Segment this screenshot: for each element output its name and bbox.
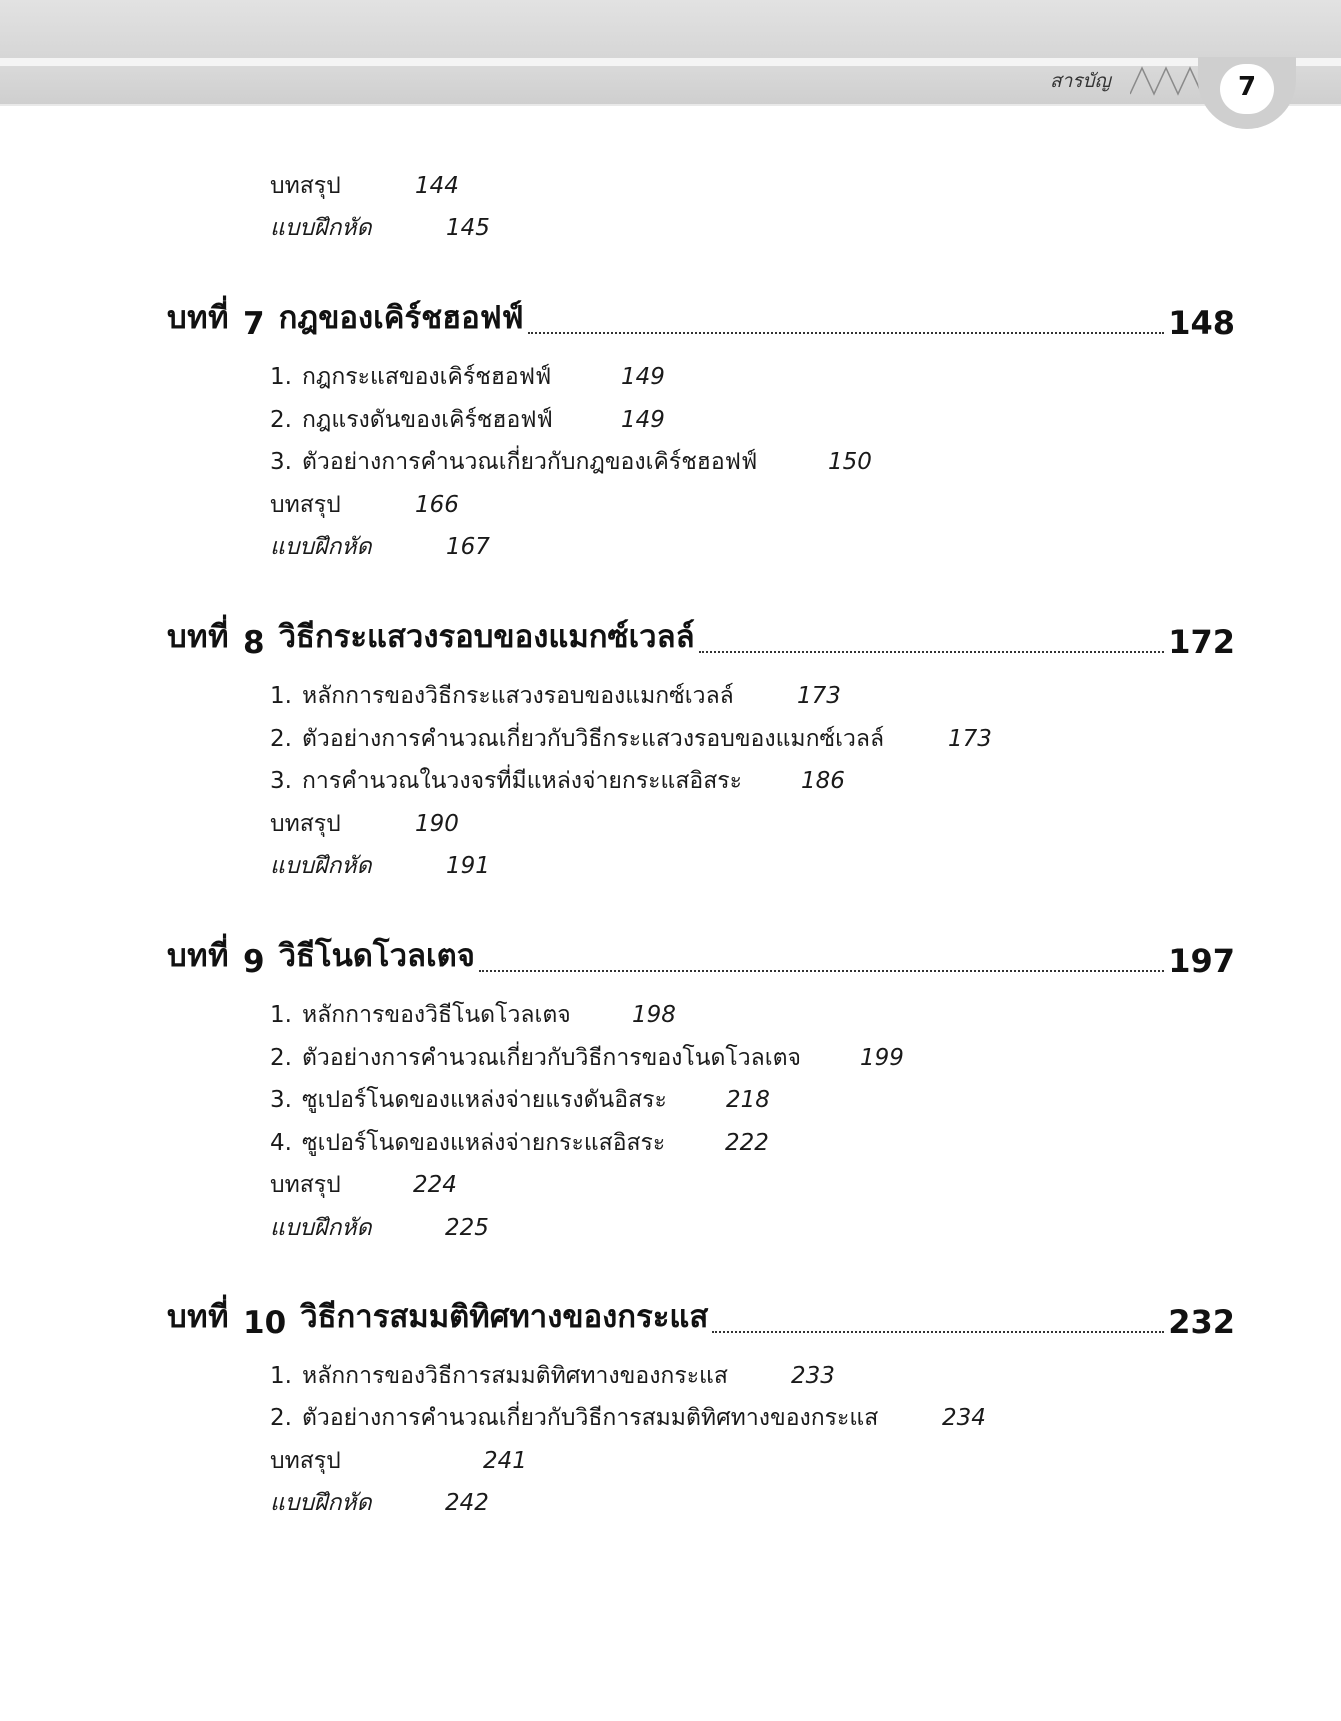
- dot-leader: [699, 650, 1165, 653]
- entry-page: 224: [413, 1172, 457, 1198]
- entry-label: บทสรุป: [270, 811, 341, 837]
- entry-number: 3.: [270, 449, 292, 475]
- chapter-title: กฎของเคิร์ชฮอฟฟ์: [278, 300, 524, 336]
- entry-page: 222: [725, 1130, 769, 1156]
- chapter-page: 172: [1168, 623, 1235, 661]
- chapter-number: 10: [243, 1305, 287, 1341]
- entry-page: 242: [445, 1490, 489, 1516]
- entry-page: 234: [942, 1405, 986, 1431]
- toc-entry: [270, 807, 459, 841]
- entry-page: 173: [948, 726, 992, 752]
- entry-label: ตัวอย่างการคำนวณเกี่ยวกับวิธีการสมมติทิศทางของกระแส: [302, 1405, 879, 1431]
- entry-number: 1.: [270, 683, 292, 709]
- entry-page: 233: [791, 1363, 835, 1389]
- entry-number: 2.: [270, 726, 292, 752]
- entry-page: 190: [415, 811, 459, 837]
- entry-page: 199: [860, 1045, 904, 1071]
- toc-entry: [270, 849, 490, 883]
- chapter-number: 8: [243, 625, 265, 661]
- entry-number: 1.: [270, 1002, 292, 1028]
- toc-entry: [270, 764, 845, 798]
- header-band-top: [0, 0, 1341, 58]
- toc-entry: [270, 1126, 769, 1160]
- toc-entry: [270, 679, 841, 713]
- entry-page: 167: [446, 534, 490, 560]
- entry-label: บทสรุป: [270, 173, 341, 199]
- toc-entry: [270, 722, 992, 756]
- chapter-label: บทที่: [167, 1299, 230, 1335]
- chapter-page: 148: [1168, 304, 1235, 342]
- toc-entry: [270, 1486, 489, 1520]
- chapter-title: วิธีกระแสวงรอบของแมกซ์เวลล์: [278, 619, 695, 655]
- entry-label: กฎแรงดันของเคิร์ชฮอฟฟ์: [302, 407, 553, 433]
- entry-number: 1.: [270, 1363, 292, 1389]
- chapter-heading: [167, 296, 1235, 342]
- entry-label: ตัวอย่างการคำนวณเกี่ยวกับวิธีกระแสวงรอบของแมกซ์เวลล์: [302, 726, 885, 752]
- entry-number: 2.: [270, 1405, 292, 1431]
- toc-entry: [270, 1211, 489, 1245]
- chapter-page: 232: [1168, 1303, 1235, 1341]
- entry-label: ตัวอย่างการคำนวณเกี่ยวกับวิธีการของโนดโวลเตจ: [302, 1045, 802, 1071]
- entry-label: แบบฝึกหัด: [270, 1215, 372, 1241]
- entry-page: 198: [632, 1002, 676, 1028]
- entry-page: 149: [621, 364, 665, 390]
- entry-number: 2.: [270, 1045, 292, 1071]
- chapter-page: 197: [1168, 942, 1235, 980]
- running-title: สารบัญ: [1050, 70, 1111, 92]
- entry-page: 186: [801, 768, 845, 794]
- entry-label: แบบฝึกหัด: [270, 215, 372, 241]
- toc-entry: [270, 1444, 527, 1478]
- toc-entry: [270, 211, 490, 245]
- entry-label: ซูเปอร์โนดของแหล่งจ่ายแรงดันอิสระ: [302, 1087, 667, 1113]
- entry-page: 218: [726, 1087, 770, 1113]
- entry-label: แบบฝึกหัด: [270, 853, 372, 879]
- toc-entry: [270, 403, 665, 437]
- toc-entry: [270, 445, 872, 479]
- toc-entry: [270, 1168, 457, 1202]
- chapter-number: 9: [243, 944, 265, 980]
- toc-entry: [270, 169, 459, 203]
- entry-page: 149: [621, 407, 665, 433]
- toc-entry: [270, 1359, 835, 1393]
- dot-leader: [712, 1330, 1164, 1333]
- entry-label: บทสรุป: [270, 492, 341, 518]
- chapter-number: 7: [243, 306, 265, 342]
- page-number: 7: [1237, 72, 1257, 102]
- entry-page: 173: [797, 683, 841, 709]
- entry-label: หลักการของวิธีกระแสวงรอบของแมกซ์เวลล์: [302, 683, 734, 709]
- entry-label: ซูเปอร์โนดของแหล่งจ่ายกระแสอิสระ: [302, 1130, 666, 1156]
- toc-entry: [270, 530, 490, 564]
- entry-label: หลักการของวิธีโนดโวลเตจ: [302, 1002, 571, 1028]
- chapter-label: บทที่: [167, 300, 230, 336]
- entry-page: 145: [446, 215, 490, 241]
- chapter-heading: [167, 615, 1235, 661]
- entry-page: 166: [415, 492, 459, 518]
- chapter-heading: [167, 1295, 1235, 1341]
- entry-label: บทสรุป: [270, 1448, 341, 1474]
- entry-page: 150: [828, 449, 872, 475]
- entry-label: กฎกระแสของเคิร์ชฮอฟฟ์: [302, 364, 552, 390]
- entry-number: 3.: [270, 768, 292, 794]
- chapter-title: วิธีการสมมติทิศทางของกระแส: [300, 1299, 709, 1335]
- entry-number: 2.: [270, 407, 292, 433]
- toc-entry: [270, 360, 665, 394]
- toc-entry: [270, 1083, 770, 1117]
- entry-label: หลักการของวิธีการสมมติทิศทางของกระแส: [302, 1363, 728, 1389]
- entry-page: 225: [445, 1215, 489, 1241]
- chapter-title: วิธีโนดโวลเตจ: [278, 938, 475, 974]
- entry-label: ตัวอย่างการคำนวณเกี่ยวกับกฎของเคิร์ชฮอฟฟ์: [302, 449, 758, 475]
- chapter-label: บทที่: [167, 619, 230, 655]
- entry-page: 144: [415, 173, 459, 199]
- dot-leader: [479, 969, 1164, 972]
- entry-number: 3.: [270, 1087, 292, 1113]
- entry-number: 4.: [270, 1130, 292, 1156]
- entry-label: แบบฝึกหัด: [270, 1490, 372, 1516]
- entry-page: 241: [483, 1448, 527, 1474]
- toc-entry: [270, 1041, 904, 1075]
- chapter-heading: [167, 934, 1235, 980]
- entry-label: แบบฝึกหัด: [270, 534, 372, 560]
- entry-number: 1.: [270, 364, 292, 390]
- dot-leader: [528, 331, 1165, 334]
- entry-label: บทสรุป: [270, 1172, 341, 1198]
- toc-entry: [270, 1401, 986, 1435]
- toc-entry: [270, 998, 676, 1032]
- entry-page: 191: [446, 853, 490, 879]
- chapter-label: บทที่: [167, 938, 230, 974]
- entry-label: การคำนวณในวงจรที่มีแหล่งจ่ายกระแสอิสระ: [302, 768, 742, 794]
- toc-entry: [270, 488, 459, 522]
